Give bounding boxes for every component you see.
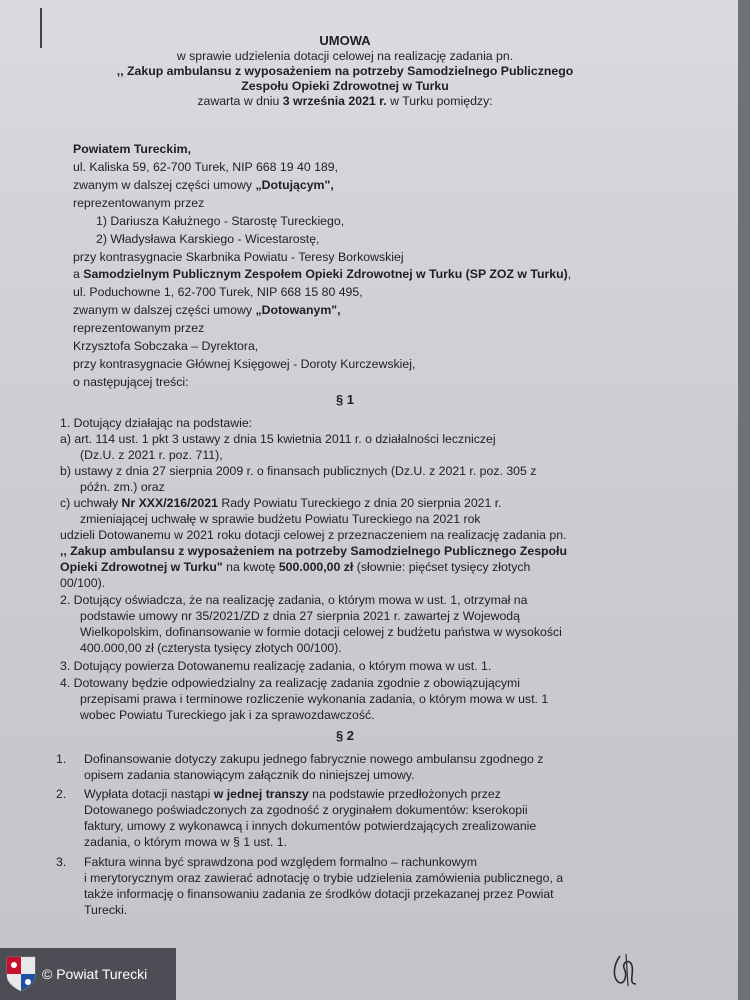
s2-p3-line-3: także informację o finansowaniu zadania ze środków dotacji przekazanej przez Powiat [84,887,554,901]
page-edge [738,0,750,1000]
section-2-heading: § 2 [335,728,355,743]
party-2-called: zwanym w dalszej części umowy „Dotowanym", [73,303,341,317]
s1-p1: 1. Dotujący działając na podstawie: [60,416,253,430]
party-2-countersign: przy kontrasygnacie Głównej Księgowej - Doroty Kurczewskiej, [73,357,416,371]
party-1-represented: reprezentowanym przez [73,196,205,210]
header-line-3: Zespołu Opieki Zdrowotnej w Turku [241,79,449,93]
s2-p3-line-1: Faktura winna być sprawdzona pod względem formalno – rachunkowym [84,855,478,869]
s2-p2-line-2: Dotowanego poświadczonych za zgodność z oryginałem dokumentów: kserokopii [84,803,528,817]
header-line-4: zawarta w dniu 3 września 2021 r. w Turku pomiędzy: [197,94,493,108]
content-intro: o następującej treści: [73,375,189,389]
s1-p2-line-1: 2. Dotujący oświadcza, że na realizację zadania, o którym mowa w ust. 1, otrzymał na [60,593,528,607]
s2-p2-line-1: Wypłata dotacji nastąpi w jednej transzy na podstawie przedłożonych przez [84,787,501,801]
header-line-2: ,, Zakup ambulansu z wyposażeniem na potrzeby Samodzielnego Publicznego [116,64,574,78]
copyright-footer [0,948,176,1000]
s1-task-line-3: 00/100). [60,576,106,590]
signature-initials [606,950,646,990]
party-2-name: a Samodzielnym Publicznym Zespołem Opieki Zdrowotnej w Turku (SP ZOZ w Turku), [73,267,572,281]
header-line-1: w sprawie udzielenia dotacji celowej na realizację zadania pn. [176,49,514,63]
document-title: UMOWA [319,33,371,48]
s1-p4-line-1: 4. Dotowany będzie odpowiedzialny za realizację zadania zgodnie z obowiązującymi [60,676,521,690]
s1-task-line-2: Opieki Zdrowotnej w Turku" na kwotę 500.000,00 zł (słownie: pięćset tysięcy złotych [60,560,531,574]
party-1-name: Powiatem Tureckim, [73,142,191,156]
s2-p1-line-1: Dofinansowanie dotyczy zakupu jednego fabrycznie nowego ambulansu zgodnego z [84,752,544,766]
s1-p4-line-3: wobec Powiatu Tureckiego jak i za sprawozdawczość. [80,708,375,722]
party-1-called: zwanym w dalszej części umowy „Dotującym", [73,178,334,192]
s1-p3: 3. Dotujący powierza Dotowanemu realizację zadania, o którym mowa w ust. 1. [60,659,492,673]
s1-p2-line-2: podstawie umowy nr 35/2021/ZD z dnia 27 sierpnia 2021 r. zawartej z Wojewodą [80,609,520,623]
s2-p2-line-4: zadania, o którym mowa w § 1 ust. 1. [84,835,287,849]
s1-b-line-2: późn. zm.) oraz [80,480,165,494]
copyright-text: © Powiat Turecki [42,966,148,982]
s1-p2-line-3: Wielkopolskim, dofinansowanie w formie dotacji celowej z budżetu państwa w wysokości [80,625,562,639]
s2-p3-line-4: Turecki. [84,903,128,917]
party-1-rep-1: 1) Dariusza Kałużnego - Starostę Tureckiego, [96,214,345,228]
s2-p3-line-2: i merytorycznym oraz zawierać adnotację o trybie udzielenia zamówienia publicznego, a [84,871,564,885]
party-2-address: ul. Poduchowne 1, 62-700 Turek, NIP 668 15 80 495, [73,285,363,299]
s1-a-line-2: (Dz.U. z 2021 r. poz. 711), [80,448,223,462]
s1-task-line-1: ,, Zakup ambulansu z wyposażeniem na potrzeby Samodzielnego Publicznego Zespołu [60,544,567,558]
s1-p2-line-4: 400.000,00 zł (czterysta tysięcy złotych 00/100). [80,641,342,655]
section-1-heading: § 1 [335,392,355,407]
s1-c-line-1: c) uchwały Nr XXX/216/2021 Rady Powiatu Tureckiego z dnia 20 sierpnia 2021 r. [60,496,502,510]
s1-p4-line-2: przepisami prawa i terminowe rozliczenie wykonania zadania, o którym mowa w ust. 1 [80,692,549,706]
s2-p2-line-3: faktury, umowy z wykonawcą i innych dokumentów potwierdzających zrealizowanie [84,819,537,833]
crest-icon [6,956,36,992]
s1-grant: udzieli Dotowanemu w 2021 roku dotacji celowej z przeznaczeniem na realizację zadania pn. [60,528,567,542]
s1-b-line-1: b) ustawy z dnia 27 sierpnia 2009 r. o finansach publicznych (Dz.U. z 2021 r. poz. 305 z [60,464,537,478]
party-1-address: ul. Kaliska 59, 62-700 Turek, NIP 668 19 40 189, [73,160,339,174]
s1-a-line-1: a) art. 114 ust. 1 pkt 3 ustawy z dnia 15 kwietnia 2011 r. o działalności leczniczej [60,432,496,446]
s1-c-line-2: zmieniającej uchwałę w sprawie budżetu Powiatu Tureckiego na 2021 rok [80,512,481,526]
s2-p1-number: 1. [56,752,67,766]
s2-p1-line-2: opisem zadania stanowiącym załącznik do niniejszej umowy. [84,768,415,782]
party-1-countersign: przy kontrasygnacie Skarbnika Powiatu - Teresy Borkowskiej [73,250,404,264]
party-2-represented: reprezentowanym przez [73,321,205,335]
party-2-rep: Krzysztofa Sobczaka – Dyrektora, [73,339,259,353]
s2-p3-number: 3. [56,855,67,869]
party-1-rep-2: 2) Władysława Karskiego - Wicestarostę, [96,232,320,246]
s2-p2-number: 2. [56,787,67,801]
